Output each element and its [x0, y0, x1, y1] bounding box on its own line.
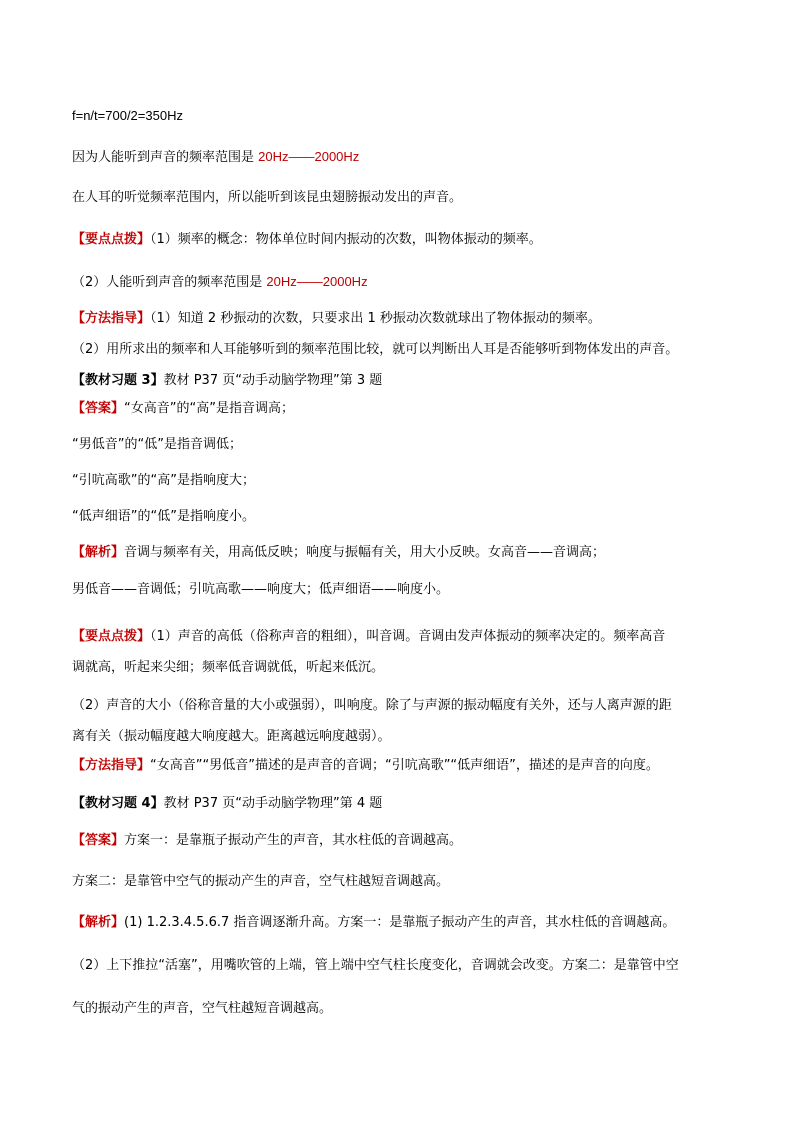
text-line: f=n/t=700/2=350Hz	[72, 108, 183, 123]
key-points-line: 【要点点拨】（1）声音的高低（俗称声音的粗细），叫音调。音调由发声体振动的频率决定的。频率高音	[72, 629, 666, 644]
key-points-line: 【要点点拨】（1）频率的概念：物体单位时间内振动的次数，叫物体振动的频率。	[72, 232, 542, 247]
text-line: （2）人能听到声音的频率范围是 20Hz——2000Hz	[72, 274, 368, 290]
text-line: 调就高，听起来尖细；频率低音调就低，听起来低沉。	[72, 660, 385, 675]
section-tag: 【要点点拨】	[72, 629, 151, 644]
exercise-tag: 【教材习题 4】	[72, 796, 164, 811]
section-tag: 【方法指导】	[72, 311, 151, 326]
analysis-line: 【解析】(1) 1.2.3.4.5.6.7 指音调逐渐升高。方案一：是靠瓶子振动产生的声音，其水柱低的音调越高。	[72, 915, 676, 930]
answer-line: 【答案】方案一：是靠瓶子振动产生的声音，其水柱低的音调越高。	[72, 833, 463, 848]
method-line: 【方法指导】（1）知道 2 秒振动的次数，只要求出 1 秒振动次数就球出了物体振动的频率。	[72, 311, 601, 326]
text-line: （2）用所求出的频率和人耳能够听到的频率范围比较，就可以判断出人耳是否能够听到物体发出的声音。	[72, 342, 679, 357]
analysis-tag: 【解析】	[72, 915, 125, 930]
text-line: 在人耳的听觉频率范围内，所以能听到该昆虫翅膀振动发出的声音。	[72, 190, 463, 205]
analysis-tag: 【解析】	[72, 545, 125, 560]
section-tag: 【方法指导】	[72, 758, 151, 773]
text-line: “低声细语”的“低”是指响度小。	[72, 509, 255, 524]
exercise-heading: 【教材习题 3】教材 P37 页“动手动脑学物理”第 3 题	[72, 373, 383, 388]
text-line: 气的振动产生的声音，空气柱越短音调越高。	[72, 1001, 333, 1016]
text-line: （2）上下推拉“活塞”，用嘴吹管的上端，管上端中空气柱长度变化，音调就会改变。方案二：是靠管中空	[72, 958, 679, 973]
method-line: 【方法指导】“女高音”“男低音”描述的是声音的音调；“引吭高歌”“低声细语”，描述的是声音的向度。	[72, 758, 659, 773]
text-line: 离有关（振动幅度越大响度越大。距离越远响度越弱）。	[72, 729, 391, 744]
text-line: “引吭高歌”的“高”是指响度大；	[72, 473, 255, 488]
answer-tag: 【答案】	[72, 833, 125, 848]
text-line: 方案二：是靠管中空气的振动产生的声音，空气柱越短音调越高。	[72, 874, 450, 889]
answer-tag: 【答案】	[72, 401, 125, 416]
answer-line: 【答案】“女高音”的“高”是指音调高；	[72, 401, 294, 416]
text-line: 因为人能听到声音的频率范围是 20Hz——2000Hz	[72, 149, 360, 165]
text-line: 男低音——音调低；引吭高歌——响度大；低声细语——响度小。	[72, 582, 450, 597]
exercise-heading: 【教材习题 4】教材 P37 页“动手动脑学物理”第 4 题	[72, 796, 383, 811]
text-line: （2）声音的大小（俗称音量的大小或强弱），叫响度。除了与声源的振动幅度有关外，还与人离声源的距	[72, 698, 672, 713]
exercise-tag: 【教材习题 3】	[72, 373, 164, 388]
analysis-line: 【解析】音调与频率有关，用高低反映；响度与振幅有关，用大小反映。女高音——音调高；	[72, 545, 606, 560]
text-line: “男低音”的“低”是指音调低；	[72, 437, 242, 452]
section-tag: 【要点点拨】	[72, 232, 151, 247]
